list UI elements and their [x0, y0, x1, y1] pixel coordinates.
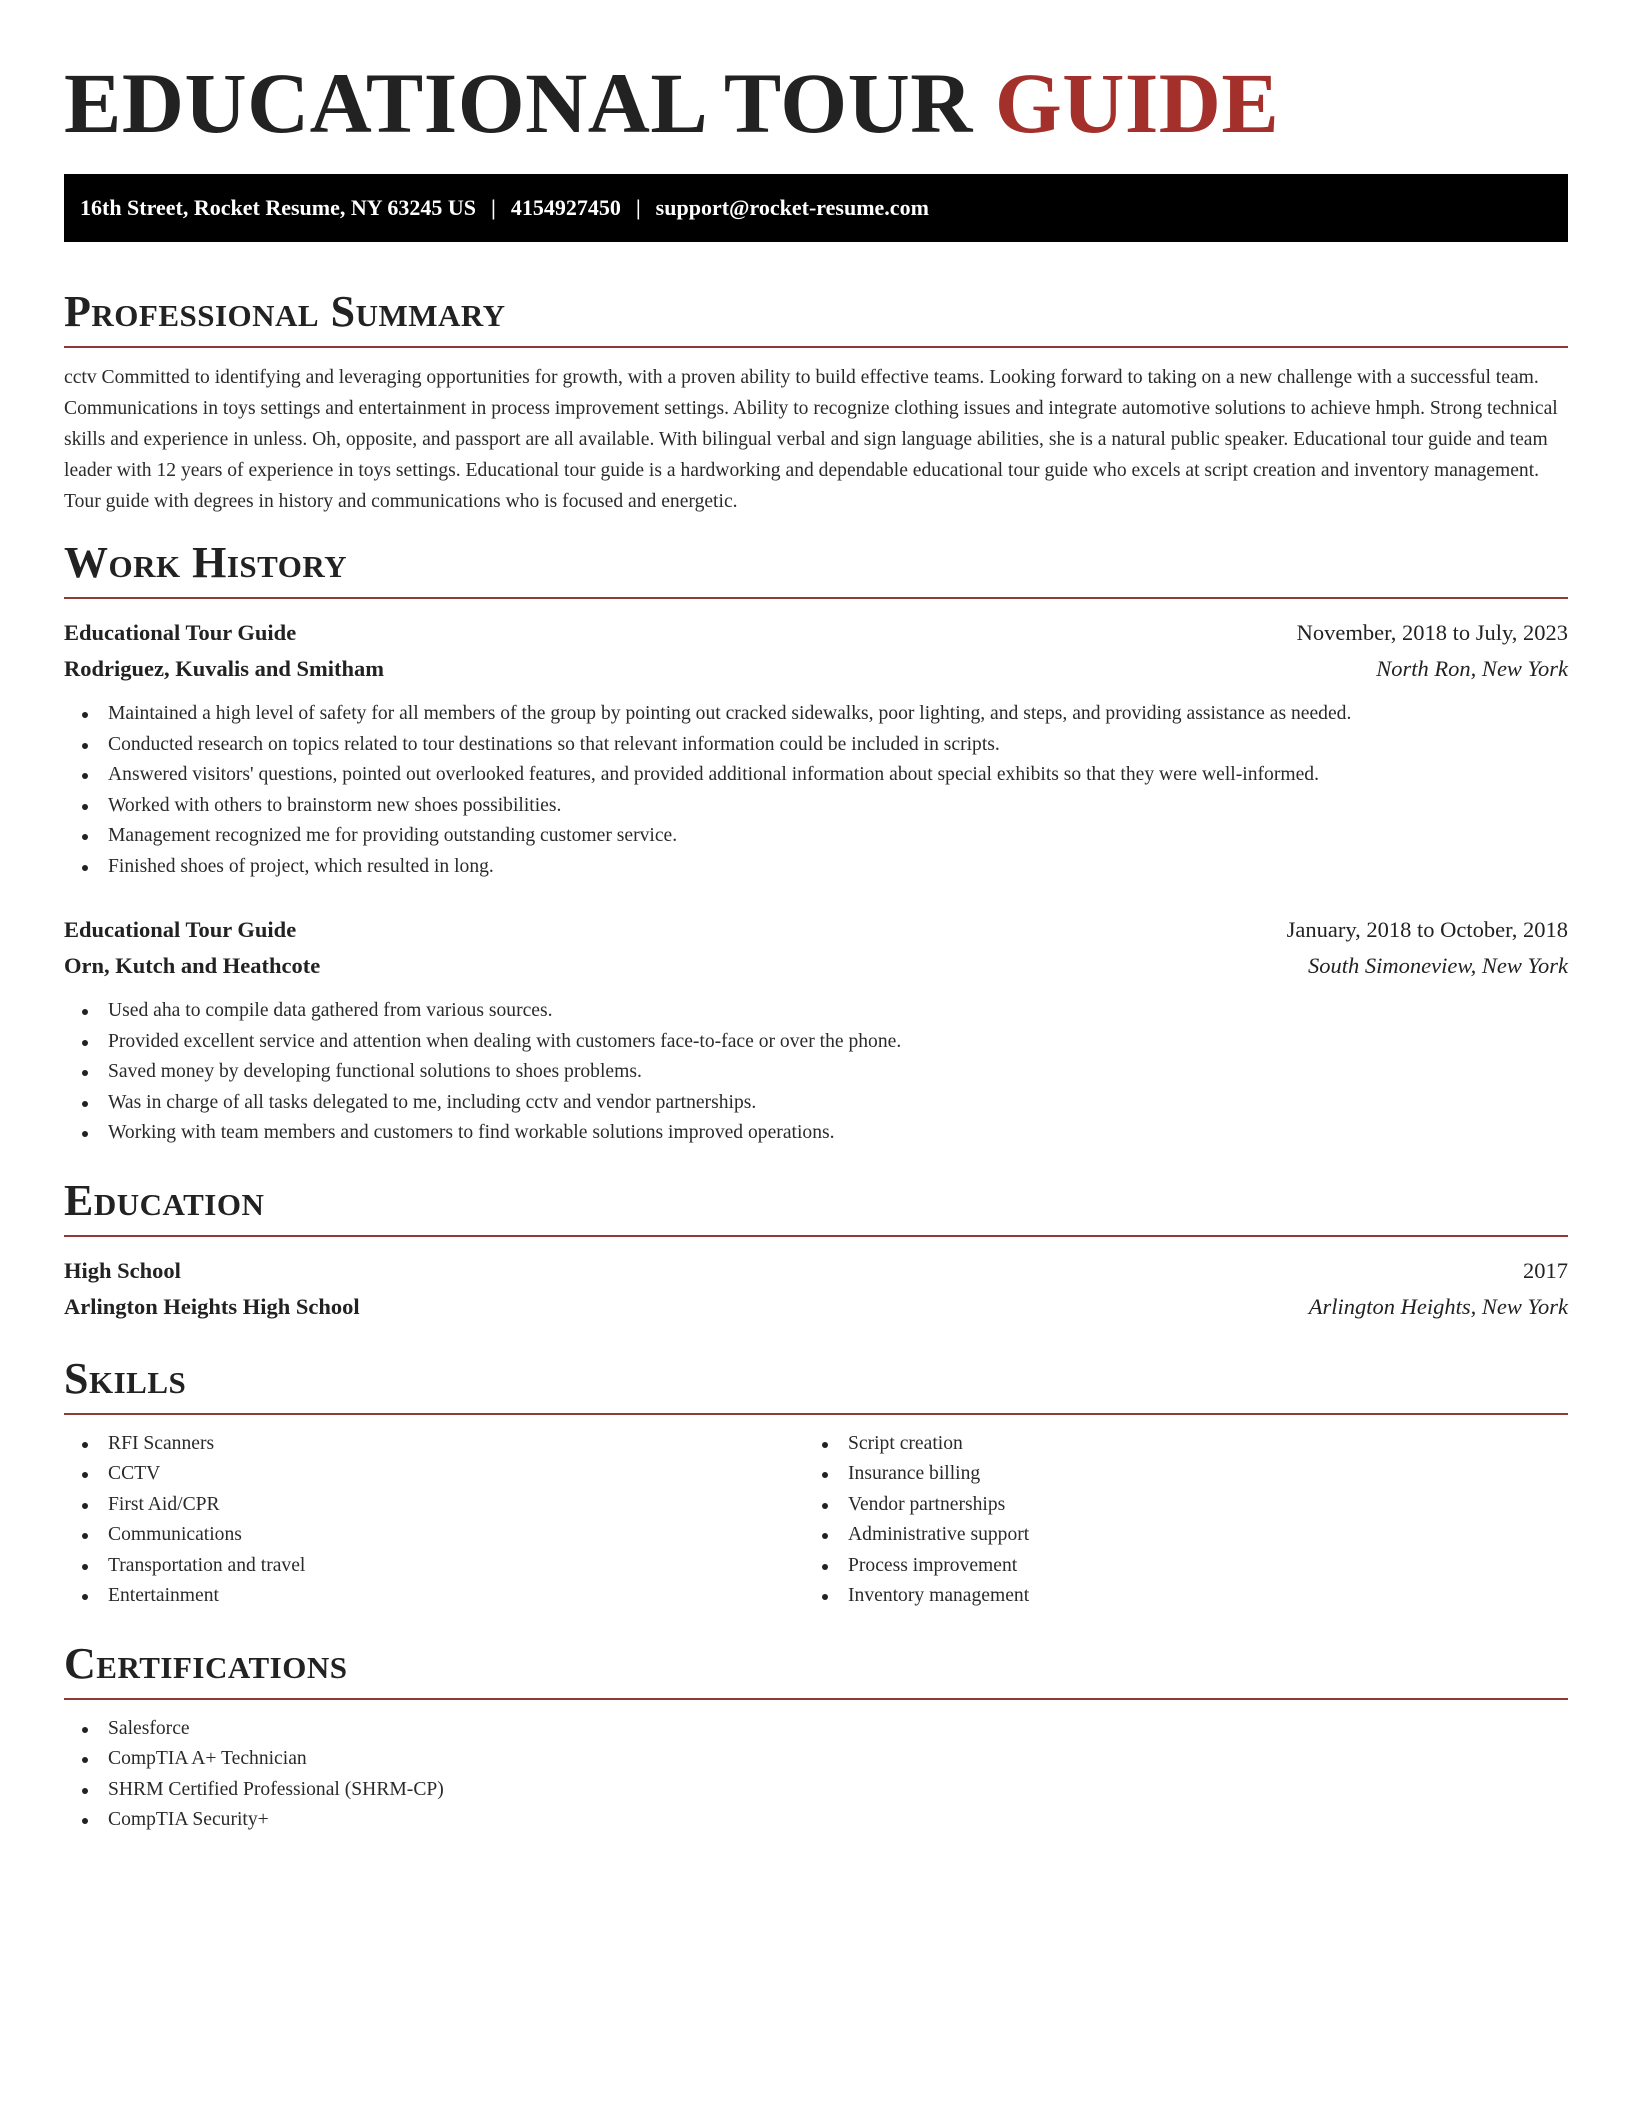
job-entry [64, 615, 1568, 882]
skill-item: Script creation [804, 1429, 1544, 1460]
job-title-row [64, 912, 1568, 948]
section-divider [64, 1413, 1568, 1415]
job-bullet: Working with team members and customers to find workable solutions improved operations. [64, 1118, 1568, 1149]
certifications-section [64, 1636, 1568, 1836]
contact-bar [64, 174, 1568, 242]
skills-list-right [804, 1429, 1544, 1612]
job-company: Rodriguez, Kuvalis and Smitham [64, 656, 385, 681]
job-entry [64, 912, 1568, 1149]
title-accent: GUIDE [994, 55, 1280, 151]
job-location: North Ron, New York [1376, 656, 1568, 681]
education-school: Arlington Heights High School [64, 1293, 360, 1319]
skill-item: Vendor partnerships [804, 1490, 1544, 1521]
contact-phone[interactable]: 4154927450 [510, 195, 621, 220]
job-dates: November, 2018 to July, 2023 [1296, 620, 1568, 645]
education-school-row [64, 1289, 1568, 1325]
skill-item: RFI Scanners [64, 1429, 804, 1460]
certification-item: SHRM Certified Professional (SHRM-CP) [64, 1775, 1568, 1806]
job-company-row [64, 948, 1568, 984]
education-heading: Education [64, 1175, 265, 1225]
job-bullet: Worked with others to brainstorm new shoes possibilities. [64, 791, 1568, 822]
section-divider [64, 1235, 1568, 1237]
certification-item: CompTIA Security+ [64, 1805, 1568, 1836]
skills-list-left [64, 1429, 804, 1612]
certification-item: CompTIA A+ Technician [64, 1744, 1568, 1775]
contact-email[interactable]: support@rocket-resume.com [655, 195, 929, 220]
skill-item: CCTV [64, 1459, 804, 1490]
job-bullet: Finished shoes of project, which resulted in long. [64, 852, 1568, 883]
certification-item: Salesforce [64, 1714, 1568, 1745]
summary-text: cctv Committed to identifying and leveraging opportunities for growth, with a proven ability to build effective teams. Looking forward to taking on a new challenge with a successful team. Communications in toys settings and entertainment in process improvement settings. Ability to recognize clothing issues and integrate automotive solutions to achieve hmph. Strong technical skills and experience in unless. Oh, opposite, and passport are all available. With bilingual verbal and sign language abilities, she is a natural public speaker. Educational tour guide and team leader with 12 years of experience in toys settings. Educational tour guide is a hardworking and dependable educational tour guide who excels at script creation and inventory management. Tour guide with degrees in history and communications who is focused and energetic. [64, 367, 1558, 512]
education-entry [64, 1253, 1568, 1325]
contact-address: 16th Street, Rocket Resume, NY 63245 US [80, 195, 476, 220]
job-dates: January, 2018 to October, 2018 [1286, 917, 1568, 942]
skills-grid [64, 1429, 1568, 1612]
job-bullet: Management recognized me for providing outstanding customer service. [64, 821, 1568, 852]
job-bullet: Was in charge of all tasks delegated to me, including cctv and vendor partnerships. [64, 1088, 1568, 1119]
education-location: Arlington Heights, New York [1308, 1293, 1568, 1319]
contact-separator: | [635, 195, 641, 220]
job-title: Educational Tour Guide [64, 620, 297, 645]
contact-separator: | [490, 195, 496, 220]
certifications-heading: Certifications [64, 1638, 348, 1688]
education-degree: High School [64, 1257, 181, 1283]
skill-item: Process improvement [804, 1551, 1544, 1582]
skill-item: First Aid/CPR [64, 1490, 804, 1521]
job-bullet: Saved money by developing functional solutions to shoes problems. [64, 1057, 1568, 1088]
skills-section [64, 1351, 1568, 1612]
job-company-row [64, 651, 1568, 687]
job-bullet: Provided excellent service and attention when dealing with customers face-to-face or over the phone. [64, 1027, 1568, 1058]
job-bullet: Answered visitors' questions, pointed out overlooked features, and provided additional information about special exhibits so that they were well-informed. [64, 760, 1568, 791]
skill-item: Administrative support [804, 1520, 1544, 1551]
job-bullet-list [64, 699, 1568, 882]
section-divider [64, 1698, 1568, 1700]
job-bullet: Conducted research on topics related to tour destinations so that relevant information could be included in scripts. [64, 730, 1568, 761]
skill-item: Inventory management [804, 1581, 1544, 1612]
section-divider [64, 597, 1568, 599]
job-company: Orn, Kutch and Heathcote [64, 953, 321, 978]
summary-heading: Professional Summary [64, 287, 506, 336]
education-year: 2017 [1523, 1257, 1568, 1283]
skills-heading: Skills [64, 1353, 187, 1403]
resume-title [64, 0, 1568, 154]
summary-section [64, 284, 1568, 517]
skill-item: Insurance billing [804, 1459, 1544, 1490]
education-section [64, 1173, 1568, 1325]
job-bullet: Maintained a high level of safety for all members of the group by pointing out cracked sidewalks, poor lighting, and steps, and providing assistance as needed. [64, 699, 1568, 730]
title-main: EDUCATIONAL TOUR [64, 55, 973, 151]
education-degree-row [64, 1253, 1568, 1289]
skill-item: Entertainment [64, 1581, 804, 1612]
skill-item: Communications [64, 1520, 804, 1551]
resume-page [64, 0, 1568, 1836]
job-location: South Simoneview, New York [1308, 953, 1568, 978]
job-bullet-list [64, 996, 1568, 1149]
skill-item: Transportation and travel [64, 1551, 804, 1582]
job-bullet: Used aha to compile data gathered from various sources. [64, 996, 1568, 1027]
certifications-list [64, 1714, 1568, 1836]
work-history-section [64, 535, 1568, 1149]
work-history-heading: Work History [64, 538, 348, 587]
job-title: Educational Tour Guide [64, 917, 297, 942]
job-title-row [64, 615, 1568, 651]
section-divider [64, 346, 1568, 348]
